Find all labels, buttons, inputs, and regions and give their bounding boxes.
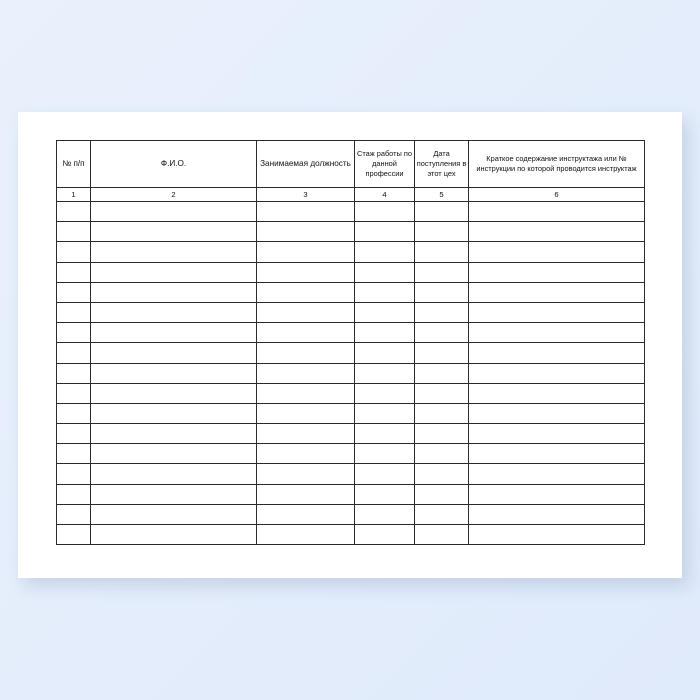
cell-position	[257, 343, 355, 363]
cell-experience	[355, 424, 415, 444]
cell-fio	[91, 444, 257, 464]
table-row	[57, 504, 645, 524]
table-row	[57, 282, 645, 302]
cell-position	[257, 302, 355, 322]
cell-experience	[355, 302, 415, 322]
cell-num	[57, 525, 91, 545]
cell-content	[469, 363, 645, 383]
table-row	[57, 262, 645, 282]
cell-date	[415, 282, 469, 302]
cell-date	[415, 343, 469, 363]
column-number-5: 5	[415, 188, 469, 202]
cell-date	[415, 403, 469, 423]
cell-content	[469, 464, 645, 484]
cell-fio	[91, 403, 257, 423]
cell-position	[257, 242, 355, 262]
cell-num	[57, 484, 91, 504]
cell-content	[469, 302, 645, 322]
cell-experience	[355, 242, 415, 262]
cell-fio	[91, 343, 257, 363]
cell-fio	[91, 424, 257, 444]
cell-content	[469, 282, 645, 302]
cell-position	[257, 464, 355, 484]
column-number-2: 2	[91, 188, 257, 202]
cell-content	[469, 403, 645, 423]
cell-experience	[355, 323, 415, 343]
cell-date	[415, 484, 469, 504]
cell-fio	[91, 323, 257, 343]
column-number-4: 4	[355, 188, 415, 202]
cell-content	[469, 484, 645, 504]
table-row	[57, 302, 645, 322]
cell-num	[57, 464, 91, 484]
cell-fio	[91, 525, 257, 545]
cell-position	[257, 484, 355, 504]
cell-content	[469, 444, 645, 464]
document-page	[18, 112, 682, 578]
column-header-fio: Ф.И.О.	[91, 141, 257, 188]
table-row	[57, 323, 645, 343]
table-header-row	[57, 141, 645, 188]
table-row	[57, 464, 645, 484]
column-number-6: 6	[469, 188, 645, 202]
table-row	[57, 383, 645, 403]
cell-content	[469, 525, 645, 545]
column-header-content: Краткое содержание инструктажа или № инструкции по которой проводится инструктаж	[469, 141, 645, 188]
table-body	[57, 188, 645, 545]
instruction-log-table	[56, 140, 645, 545]
cell-position	[257, 262, 355, 282]
cell-experience	[355, 222, 415, 242]
cell-content	[469, 343, 645, 363]
column-numbering-row	[57, 188, 645, 202]
cell-fio	[91, 302, 257, 322]
cell-content	[469, 504, 645, 524]
cell-num	[57, 383, 91, 403]
cell-fio	[91, 464, 257, 484]
cell-num	[57, 202, 91, 222]
column-header-num: № п/п	[57, 141, 91, 188]
cell-fio	[91, 504, 257, 524]
column-header-experience: Стаж работы по данной профессии	[355, 141, 415, 188]
cell-num	[57, 403, 91, 423]
cell-fio	[91, 484, 257, 504]
cell-position	[257, 424, 355, 444]
cell-position	[257, 323, 355, 343]
cell-fio	[91, 383, 257, 403]
cell-position	[257, 383, 355, 403]
cell-experience	[355, 363, 415, 383]
cell-experience	[355, 484, 415, 504]
column-header-date: Дата поступления в этот цех	[415, 141, 469, 188]
cell-date	[415, 302, 469, 322]
cell-experience	[355, 383, 415, 403]
cell-num	[57, 262, 91, 282]
cell-content	[469, 323, 645, 343]
cell-experience	[355, 504, 415, 524]
cell-position	[257, 504, 355, 524]
cell-date	[415, 363, 469, 383]
cell-content	[469, 202, 645, 222]
cell-content	[469, 222, 645, 242]
cell-num	[57, 323, 91, 343]
cell-position	[257, 403, 355, 423]
cell-fio	[91, 282, 257, 302]
cell-date	[415, 323, 469, 343]
cell-experience	[355, 343, 415, 363]
table-header	[57, 141, 645, 188]
table-row	[57, 484, 645, 504]
cell-date	[415, 504, 469, 524]
cell-date	[415, 383, 469, 403]
cell-content	[469, 242, 645, 262]
cell-date	[415, 262, 469, 282]
cell-date	[415, 525, 469, 545]
cell-experience	[355, 525, 415, 545]
cell-num	[57, 242, 91, 262]
cell-date	[415, 424, 469, 444]
column-number-3: 3	[257, 188, 355, 202]
cell-num	[57, 363, 91, 383]
table-row	[57, 222, 645, 242]
cell-position	[257, 525, 355, 545]
cell-date	[415, 222, 469, 242]
cell-date	[415, 464, 469, 484]
table-row	[57, 363, 645, 383]
cell-num	[57, 424, 91, 444]
cell-fio	[91, 262, 257, 282]
cell-num	[57, 504, 91, 524]
cell-position	[257, 444, 355, 464]
cell-content	[469, 424, 645, 444]
table-row	[57, 444, 645, 464]
cell-date	[415, 202, 469, 222]
cell-num	[57, 222, 91, 242]
cell-position	[257, 202, 355, 222]
cell-position	[257, 363, 355, 383]
cell-fio	[91, 222, 257, 242]
table-container	[56, 140, 644, 545]
column-header-position: Занимаемая должность	[257, 141, 355, 188]
cell-content	[469, 383, 645, 403]
cell-fio	[91, 363, 257, 383]
cell-num	[57, 343, 91, 363]
cell-num	[57, 444, 91, 464]
cell-date	[415, 444, 469, 464]
cell-experience	[355, 282, 415, 302]
table-row	[57, 403, 645, 423]
cell-date	[415, 242, 469, 262]
cell-num	[57, 302, 91, 322]
table-row	[57, 343, 645, 363]
cell-fio	[91, 202, 257, 222]
cell-experience	[355, 202, 415, 222]
column-number-1: 1	[57, 188, 91, 202]
cell-num	[57, 282, 91, 302]
table-row	[57, 525, 645, 545]
cell-experience	[355, 464, 415, 484]
table-row	[57, 424, 645, 444]
cell-content	[469, 262, 645, 282]
cell-fio	[91, 242, 257, 262]
cell-experience	[355, 444, 415, 464]
cell-experience	[355, 262, 415, 282]
cell-position	[257, 222, 355, 242]
cell-experience	[355, 403, 415, 423]
table-row	[57, 242, 645, 262]
table-row	[57, 202, 645, 222]
cell-position	[257, 282, 355, 302]
